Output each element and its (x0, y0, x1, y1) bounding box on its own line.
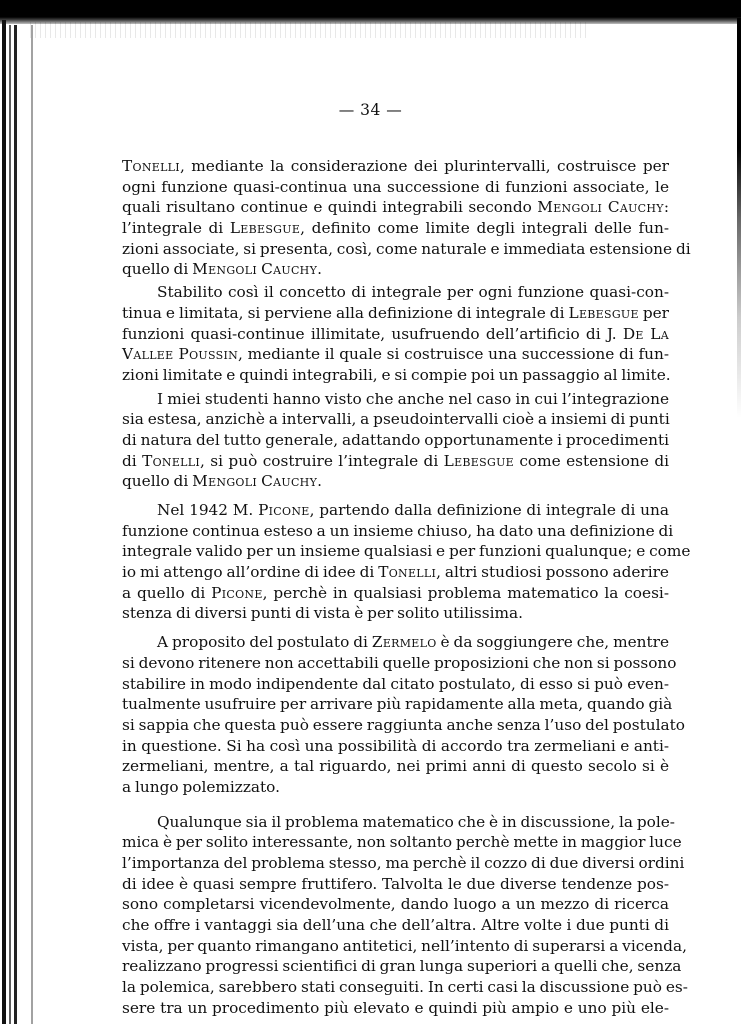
paragraph-p1 (122, 156, 691, 280)
text-run: , definito come limite degli integrali delle fun- (300, 219, 669, 238)
body-text (122, 156, 691, 1019)
paragraph-p2 (122, 282, 669, 385)
proper-name: Lebesgue (229, 219, 301, 238)
text-run: stabilire in modo indipendente dal citato postulato, di esso si può even- (122, 674, 669, 693)
text-line (122, 632, 669, 653)
text-run: la polemica, sarebbero stati conseguiti. In certi casi la discussione può es- (122, 978, 688, 997)
text-run: sere tra un procedimento più elevato e quindi più ampio e uno più ele- (122, 998, 669, 1017)
paragraph-p6 (122, 812, 688, 1019)
text-run: in questione. Si ha così una possibilità di accordo tra zermeliani e anti- (122, 736, 669, 755)
text-run: , mediante il quale si costruisce una successione di fun- (238, 345, 669, 364)
text-line (122, 177, 669, 198)
proper-name: Zermelo (371, 633, 437, 652)
text-run: Qualunque sia il problema matematico che è in discussione, la pole- (157, 812, 675, 831)
binding-line (31, 25, 33, 1024)
paragraph-gap (122, 798, 669, 812)
text-line (122, 583, 669, 604)
text-run: realizzano progressi scientifici di gran lunga superiori a quelli che, senza (122, 957, 682, 976)
text-run: . (317, 260, 323, 279)
text-line (122, 936, 687, 957)
proper-name: Mengoli Cauchy (192, 260, 318, 279)
paragraph-gap (122, 492, 669, 500)
text-line (122, 218, 669, 239)
proper-name: Tonelli (142, 451, 201, 470)
text-line (122, 156, 669, 177)
text-line (122, 998, 669, 1019)
text-line (122, 977, 688, 998)
text-run: quali risultano continue e quindi integrabili secondo (122, 198, 538, 217)
proper-name: Picone (258, 501, 310, 519)
text-line (122, 344, 669, 365)
text-run: l’importanza del problema stesso, ma perchè il cozzo di due diversi ordini (122, 854, 685, 872)
text-run: , perchè in qualsiasi problema matematico la coesi- (262, 583, 669, 602)
text-line (122, 736, 669, 757)
binding-line (9, 25, 11, 1024)
text-line (122, 756, 669, 777)
proper-name: Tonelli (122, 157, 180, 175)
text-run: Stabilito così il concetto di integrale per ogni funzione quasi-con- (157, 283, 669, 302)
text-run: di idee è quasi sempre fruttifero. Talvolta le due diverse tendenze pos- (122, 874, 669, 893)
text-line (122, 956, 682, 977)
text-run: tinua e limitata, si perviene alla definizione di integrale di (122, 303, 569, 322)
text-line (122, 389, 669, 410)
text-run: , altri studiosi possono aderire (436, 563, 669, 582)
text-run: zermeliani, mentre, a tal riguardo, nei primi anni di questo secolo si è (122, 757, 669, 776)
text-line (122, 303, 669, 324)
text-line (122, 409, 669, 430)
text-run: di natura del tutto generale, adattando opportunamente i procedimenti (122, 430, 669, 449)
text-run: sono completarsi vicendevolmente, dando luogo a un mezzo di ricerca (122, 895, 669, 914)
text-run: a quello di (122, 583, 212, 602)
text-line (122, 832, 682, 853)
binding-line (14, 25, 17, 1024)
text-run: mica è per solito interessante, non soltanto perchè mette in maggior luce (122, 833, 682, 852)
text-run: che offre i vantaggi sia dell’una che dell’altra. Altre volte i due punti di (122, 916, 669, 935)
text-line (122, 915, 669, 936)
text-line (122, 197, 669, 218)
scan-top-shadow (0, 0, 741, 24)
text-line (122, 562, 669, 583)
text-line (122, 541, 691, 562)
proper-name: Mengoli Cauchy (537, 198, 664, 217)
proper-name: Lebesgue (568, 303, 639, 322)
binding-line (2, 20, 6, 1024)
proper-name: Tonelli (378, 563, 437, 582)
text-line (122, 777, 669, 798)
text-run: io mi attengo all’ordine di idee di (122, 563, 379, 582)
text-run: stenza di diversi punti di vista è per solito utilissima. (122, 604, 523, 623)
paragraph-p3 (122, 389, 669, 492)
proper-name: Mengoli Cauchy (192, 472, 318, 491)
text-line (122, 603, 669, 624)
text-run: si devono ritenere non accettabili quelle proposizioni che non si possono (122, 653, 677, 672)
page-number: — 34 — (338, 101, 403, 119)
text-run: funzioni quasi-continue illimitate, usufruendo dell’artificio di J. (122, 324, 623, 343)
text-line (122, 239, 691, 260)
scan-speckle (30, 22, 590, 38)
text-line (122, 694, 673, 715)
text-run: . (317, 472, 323, 491)
text-run: per (638, 303, 669, 322)
text-run: , partendo dalla definizione di integrale di una (309, 501, 669, 519)
text-line (122, 894, 669, 915)
text-run: come estensione di (513, 451, 669, 470)
text-run: sia estesa, anzichè a intervalli, a pseudointervalli cioè a insiemi di punti (122, 410, 670, 429)
text-line (122, 282, 669, 303)
paragraph-gap (122, 624, 669, 632)
text-line (122, 715, 685, 736)
text-run: , mediante la considerazione dei plurintervalli, costruisce per (179, 157, 669, 175)
text-run: è da soggiungere che, mentre (436, 633, 670, 652)
text-line (122, 874, 669, 895)
paragraph-p4 (122, 500, 691, 624)
text-line (122, 451, 669, 472)
text-run: : (663, 198, 669, 217)
text-run: funzione continua esteso a un insieme chiuso, ha dato una definizione di (122, 521, 674, 540)
proper-name: Vallee Poussin (122, 345, 239, 364)
text-line (122, 471, 669, 492)
text-run: I miei studenti hanno visto che anche nel caso in cui l’integrazione (157, 389, 669, 408)
text-run: vista, per quanto rimangano antitetici, nell’intento di superarsi a vicenda, (122, 936, 687, 955)
text-line (122, 500, 669, 521)
text-run: Nel 1942 M. (157, 501, 259, 519)
text-run: quello di (122, 260, 193, 279)
text-run: di (122, 451, 143, 470)
book-binding-edge (0, 0, 36, 1024)
text-run: l’integrale di (122, 219, 230, 238)
text-run: zioni associate, si presenta, così, come naturale e immediata estensione di (122, 239, 691, 258)
text-line (122, 653, 677, 674)
text-run: quello di (122, 472, 193, 491)
text-line (122, 324, 669, 345)
text-run: A proposito del postulato di (157, 633, 372, 652)
text-run: a lungo polemizzato. (122, 777, 280, 796)
text-run: ogni funzione quasi-continua una successione di funzioni associate, le (122, 177, 669, 196)
proper-name: De La (622, 324, 669, 343)
proper-name: Picone (211, 583, 263, 602)
text-run: zioni limitate e quindi integrabili, e si compie poi un passaggio al limite. (122, 365, 671, 384)
text-line (122, 812, 675, 833)
text-run: si sappia che questa può essere raggiunta anche senza l’uso del postulato (122, 715, 685, 734)
text-line (122, 365, 669, 386)
text-line (122, 674, 669, 695)
text-line (122, 521, 674, 542)
text-run: tualmente usufruire per arrivare più rapidamente alla meta, quando già (122, 695, 673, 714)
text-run: integrale valido per un insieme qualsiasi e per funzioni qualunque; e come (122, 542, 691, 561)
paragraph-p5 (122, 632, 685, 798)
text-line (122, 259, 669, 280)
scan-right-edge (737, 18, 741, 1024)
proper-name: Lebesgue (443, 451, 514, 470)
text-line (122, 430, 669, 451)
text-run: , si può costruire l’integrale di (200, 451, 444, 470)
text-line (122, 853, 685, 874)
